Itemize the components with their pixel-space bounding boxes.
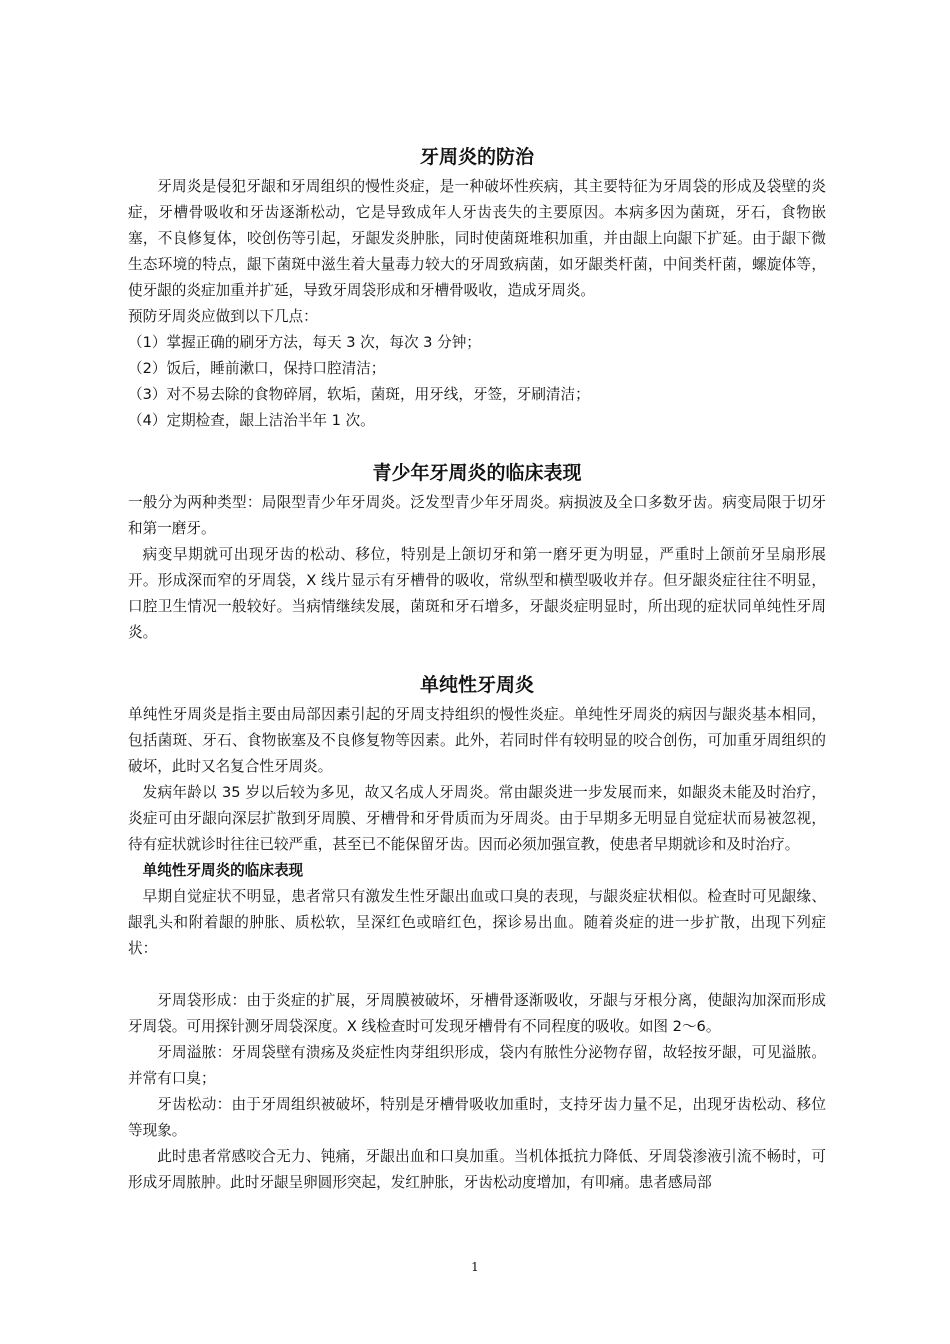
- list-item: （2）饭后，睡前漱口，保持口腔清洁；: [128, 360, 386, 377]
- page-number: 1: [471, 1260, 479, 1274]
- list-item: （3）对不易去除的食物碎屑，软垢，菌斑，用牙线，牙签，牙刷清洁；: [128, 386, 590, 403]
- paragraph: 单纯性牙周炎是指主要由局部因素引起的牙周支持组织的慢性炎症。单纯性牙周炎的病因与龈炎基本相同，包括菌斑、牙石、食物嵌塞及不良修复物等因素。此外，若同时伴有较明显的咬合创伤，可加重牙周组织的破坏，此时又名复合性牙周炎。: [128, 706, 826, 775]
- section-prevention: [128, 140, 826, 434]
- paragraph: 此时患者常感咬合无力、钝痛，牙龈出血和口臭加重。当机体抵抗力降低、牙周袋渗液引流不畅时，可形成牙周脓肿。此时牙龈呈卵圆形突起，发红肿胀，牙齿松动度增加，有叩痛。患者感局部: [128, 1148, 826, 1191]
- paragraph: 预防牙周炎应做到以下几点：: [128, 308, 318, 325]
- section-title: 青少年牙周炎的临床表现: [372, 462, 582, 484]
- list-item: （4）定期检查，龈上洁治半年 1 次。: [128, 412, 375, 429]
- paragraph: 牙周袋形成：由于炎症的扩展，牙周膜被破坏，牙槽骨逐渐吸收，牙龈与牙根分离，使龈沟加深而形成牙周袋。可用探针测牙周袋深度。X 线检查时可发现牙槽骨有不同程度的吸收。如图 2～6。: [128, 992, 826, 1035]
- paragraph: 发病年龄以 35 岁以后较为多见，故又名成人牙周炎。常由龈炎进一步发展而来，如龈炎未能及时治疗，炎症可由牙龈向深层扩散到牙周膜、牙槽骨和牙骨质而为牙周炎。由于早期多无明显自觉症状而易被忽视，待有症状就诊时往往已较严重，甚至已不能保留牙齿。因而必须加强宣教，使患者早期就诊和及时治疗。: [128, 784, 826, 853]
- paragraph: 早期自觉症状不明显，患者常只有激发生性牙龈出血或口臭的表现，与龈炎症状相似。检查时可见龈缘、龈乳头和附着龈的肿胀、质松软，呈深红色或暗红色，探诊易出血。随着炎症的进一步扩散，出现下列症状：: [128, 888, 826, 957]
- subheading: 单纯性牙周炎的临床表现: [142, 862, 304, 879]
- paragraph: 牙周溢脓：牙周袋壁有溃疡及炎症性肉芽组织形成，袋内有脓性分泌物存留，故轻按牙龈，可见溢脓。并常有口臭；: [128, 1044, 826, 1087]
- paragraph: 牙周炎是侵犯牙龈和牙周组织的慢性炎症，是一种破坏性疾病，其主要特征为牙周袋的形成及袋壁的炎症，牙槽骨吸收和牙齿逐渐松动，它是导致成年人牙齿丧失的主要原因。本病多因为菌斑，牙石，食物嵌塞，不良修复体，咬创伤等引起，牙龈发炎肿胀，同时使菌斑堆积加重，并由龈上向龈下扩延。由于龈下微生态环境的特点，龈下菌斑中滋生着大量毒力较大的牙周致病菌，如牙龈类杆菌，中间类杆菌，螺旋体等，使牙龈的炎症加重并扩延，导致牙周袋形成和牙槽骨吸收，造成牙周炎。: [128, 178, 826, 299]
- section-simple: [128, 668, 826, 1196]
- document-body: [128, 140, 826, 1196]
- paragraph: 病变早期就可出现牙齿的松动、移位，特别是上颌切牙和第一磨牙更为明显，严重时上颌前牙呈扇形展开。形成深而窄的牙周袋，X 线片显示有牙槽骨的吸收，常纵型和横型吸收并存。但牙龈炎症往往不明显，口腔卫生情况一般较好。当病情继续发展，菌斑和牙石增多，牙龈炎症明显时，所出现的症状同单纯性牙周炎。: [128, 546, 826, 641]
- spacer: [128, 962, 826, 988]
- section-title: 牙周炎的防治: [419, 146, 534, 168]
- section-juvenile: [128, 456, 826, 646]
- paragraph: 一般分为两种类型：局限型青少年牙周炎。泛发型青少年牙周炎。病损波及全口多数牙齿。病变局限于切牙和第一磨牙。: [128, 494, 826, 537]
- section-title: 单纯性牙周炎: [419, 674, 534, 696]
- paragraph: 牙齿松动：由于牙周组织被破坏，特别是牙槽骨吸收加重时，支持牙齿力量不足，出现牙齿松动、移位等现象。: [128, 1096, 826, 1139]
- list-item: （1）掌握正确的刷牙方法，每天 3 次，每次 3 分钟；: [128, 334, 481, 351]
